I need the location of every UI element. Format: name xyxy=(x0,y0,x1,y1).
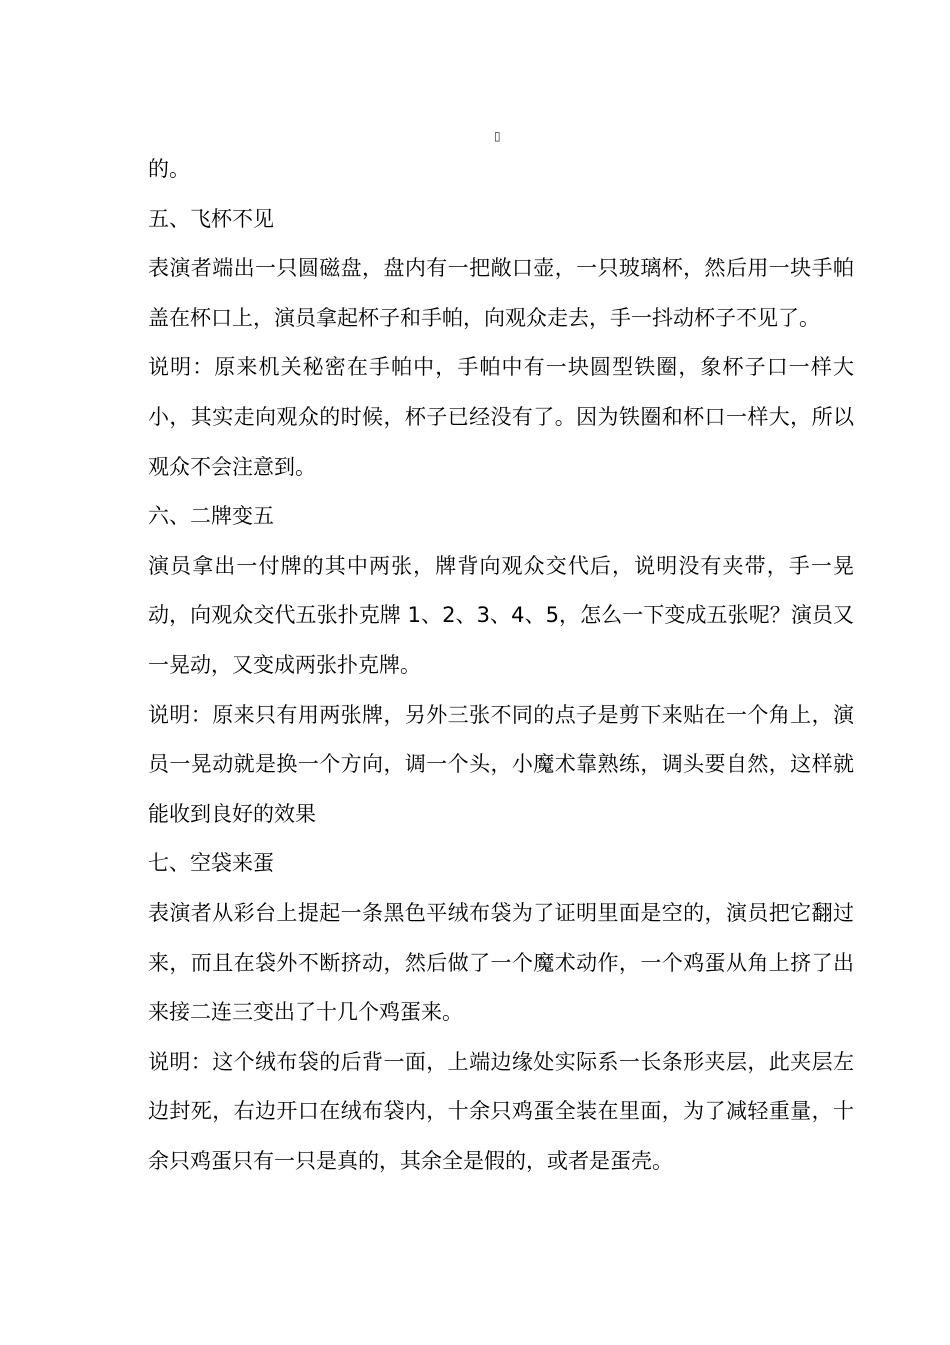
paragraph-performance-6: 演员拿出一付牌的其中两张，牌背向观众交代后，说明没有夹带，手一晃动，向观众交代五张扑克牌 1、2、3、4、5，怎么一下变成五张呢？演员又一晃动，又变成两张扑克牌。 xyxy=(148,553,854,677)
document-body xyxy=(148,145,854,1186)
section-heading-7: 七、空袋来蛋 xyxy=(148,851,274,876)
header-mark: ▯ xyxy=(494,129,501,143)
paragraph-explanation-7: 说明：这个绒布袋的后背一面，上端边缘处实际系一长条形夹层，此夹层左边封死，右边开口在绒布袋内，十余只鸡蛋全装在里面，为了减轻重量，十余只鸡蛋只有一只是真的，其余全是假的，或者是蛋壳。 xyxy=(148,1049,854,1173)
paragraph-continuation: 的。 xyxy=(148,157,190,181)
paragraph-performance-7: 表演者从彩台上提起一条黑色平绒布袋为了证明里面是空的，演员把它翻过来，而且在袋外不断挤动，然后做了一个魔术动作，一个鸡蛋从角上挤了出来接二连三变出了十几个鸡蛋来。 xyxy=(148,900,854,1025)
paragraph-explanation-5: 说明：原来机关秘密在手帕中，手帕中有一块圆型铁圈，象杯子口一样大小，其实走向观众的时候，杯子已经没有了。因为铁圈和杯口一样大，所以观众不会注意到。 xyxy=(148,355,854,479)
paragraph-explanation-6: 说明：原来只有用两张牌，另外三张不同的点子是剪下来贴在一个角上，演员一晃动就是换一个方向，调一个头，小魔术靠熟练，调头要自然，这样就能收到良好的效果 xyxy=(148,702,854,826)
section-heading-5: 五、飞杯不见 xyxy=(148,206,274,231)
paragraph-performance-5: 表演者端出一只圆磁盘，盘内有一把敞口壶，一只玻璃杯，然后用一块手帕盖在杯口上，演员拿起杯子和手帕，向观众走去，手一抖动杯子不见了。 xyxy=(148,256,854,330)
section-heading-6: 六、二牌变五 xyxy=(148,504,274,529)
